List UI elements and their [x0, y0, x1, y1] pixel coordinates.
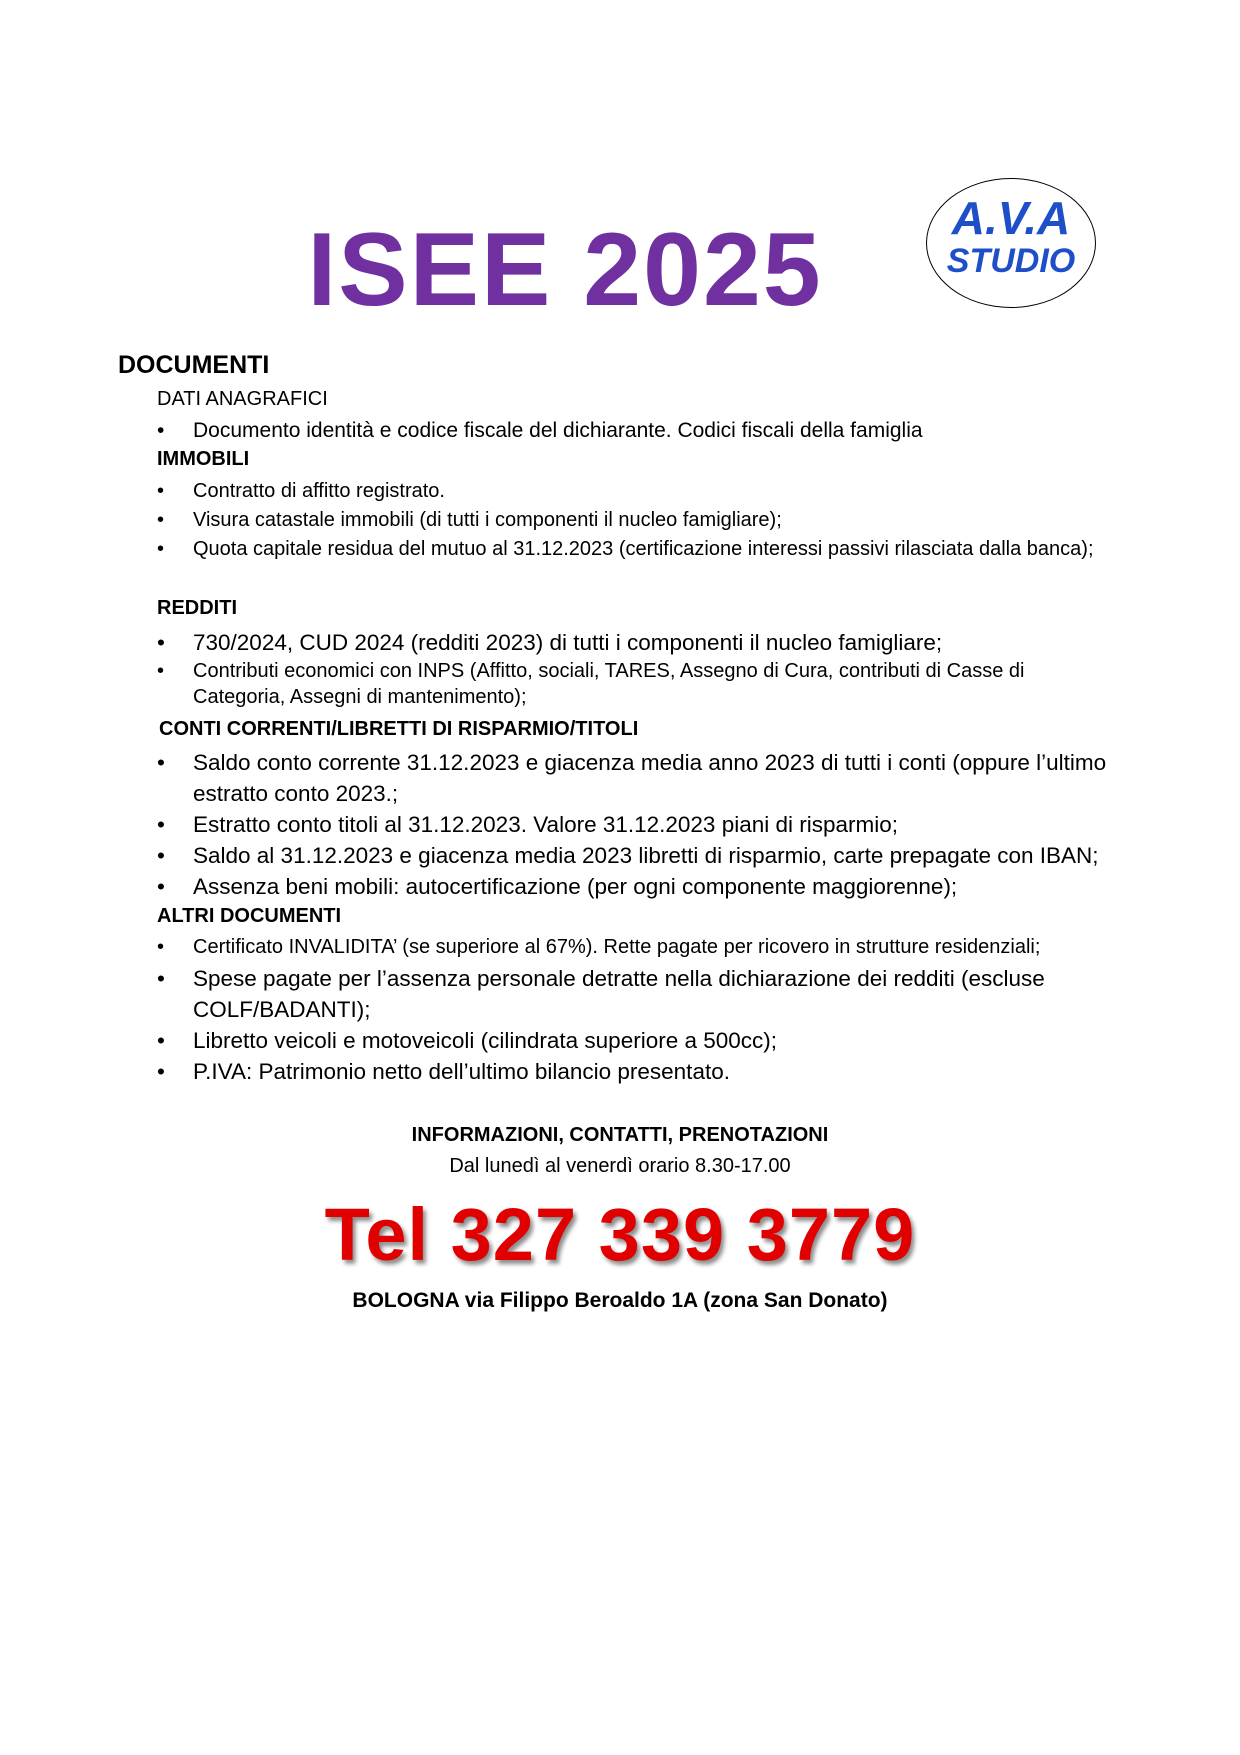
- list-item: [157, 418, 1107, 444]
- list-item: [157, 627, 1107, 658]
- documents-heading: DOCUMENTI: [118, 351, 270, 379]
- phone-number[interactable]: Tel 327 339 3779: [324, 1193, 916, 1276]
- section-label-conti: CONTI CORRENTI/LIBRETTI DI RISPARMIO/TITOLI: [159, 718, 639, 740]
- section-label-redditi: REDDITI: [157, 597, 237, 619]
- office-address: BOLOGNA via Filippo Beroaldo 1A (zona San Donato): [352, 1289, 888, 1312]
- document-title: ISEE 2025: [307, 212, 823, 328]
- list-item: [157, 871, 1107, 902]
- list-item-text: Estratto conto titoli al 31.12.2023. Valore 31.12.2023 piani di risparmio;: [193, 812, 899, 837]
- office-hours: Dal lunedì al venerdì orario 8.30-17.00: [449, 1155, 791, 1177]
- list-item: [157, 507, 1107, 533]
- section-label-anagrafici: DATI ANAGRAFICI: [157, 388, 328, 410]
- section-label-altri: ALTRI DOCUMENTI: [157, 905, 342, 927]
- list-item: [157, 747, 1107, 809]
- list-item-text: Quota capitale residua del mutuo al 31.12.2023 (certificazione interessi passivi rilasciata dalla banca);: [193, 538, 1094, 560]
- bullet-icon: •: [157, 538, 165, 560]
- list-item-text: Contratto di affitto registrato.: [193, 480, 445, 502]
- list-item-text: Contributi economici con INPS (Affitto, sociali, TARES, Assegno di Cura, contributi di Casse di Categoria, Assegni di mantenimento);: [193, 660, 1025, 708]
- bullet-icon: •: [157, 936, 165, 958]
- list-item-text: Saldo conto corrente 31.12.2023 e giacenza media anno 2023 di tutti i conti (oppure l’ultimo estratto conto 2023.;: [193, 750, 1107, 806]
- logo-line-2: STUDIO: [946, 242, 1076, 280]
- list-item: [157, 1025, 1107, 1056]
- bullet-icon: •: [157, 480, 165, 502]
- list-item: [157, 840, 1107, 871]
- list-item: [157, 963, 1107, 1025]
- list-item-text: 730/2024, CUD 2024 (redditi 2023) di tutti i componenti il nucleo famigliare;: [193, 630, 943, 655]
- bullet-icon: •: [157, 660, 165, 682]
- bullet-icon: •: [157, 750, 165, 775]
- bullet-icon: •: [157, 812, 165, 837]
- list-item-text: Saldo al 31.12.2023 e giacenza media 2023 libretti di risparmio, carte prepagate con IBAN;: [193, 843, 1099, 868]
- list-item: [157, 934, 1107, 960]
- bullet-icon: •: [157, 966, 165, 991]
- list-item: [157, 1056, 1107, 1087]
- list-item-text: Spese pagate per l’assenza personale detratte nella dichiarazione dei redditi (escluse COLF/BADANTI);: [193, 966, 1045, 1022]
- list-item-text: Visura catastale immobili (di tutti i componenti il nucleo famigliare);: [193, 509, 782, 531]
- bullet-icon: •: [157, 1028, 165, 1053]
- bullet-icon: •: [157, 1059, 165, 1084]
- list-item: [157, 536, 1107, 562]
- bullet-icon: •: [157, 630, 165, 655]
- list-item: [157, 478, 1107, 504]
- bullet-icon: •: [157, 874, 165, 899]
- list-item-text: Assenza beni mobili: autocertificazione (per ogni componente maggiorenne);: [193, 874, 958, 899]
- bullet-icon: •: [157, 419, 165, 442]
- logo-line-1: A.V.A: [951, 192, 1071, 244]
- list-item-text: Libretto veicoli e motoveicoli (cilindrata superiore a 500cc);: [193, 1028, 778, 1053]
- bullet-icon: •: [157, 509, 165, 531]
- list-item: [157, 809, 1107, 840]
- list-item-text: Certificato INVALIDITA’ (se superiore al 67%). Rette pagate per ricovero in strutture residenziali;: [193, 936, 1041, 958]
- section-label-immobili: IMMOBILI: [157, 448, 250, 470]
- list-item-text: P.IVA: Patrimonio netto dell’ultimo bilancio presentato.: [193, 1059, 730, 1084]
- list-item-text: Documento identità e codice fiscale del dichiarante. Codici fiscali della famiglia: [193, 419, 923, 442]
- bullet-icon: •: [157, 843, 165, 868]
- contacts-title: INFORMAZIONI, CONTATTI, PRENOTAZIONI: [411, 1124, 829, 1146]
- ava-studio-logo: [926, 178, 1096, 308]
- list-item: [157, 658, 1107, 710]
